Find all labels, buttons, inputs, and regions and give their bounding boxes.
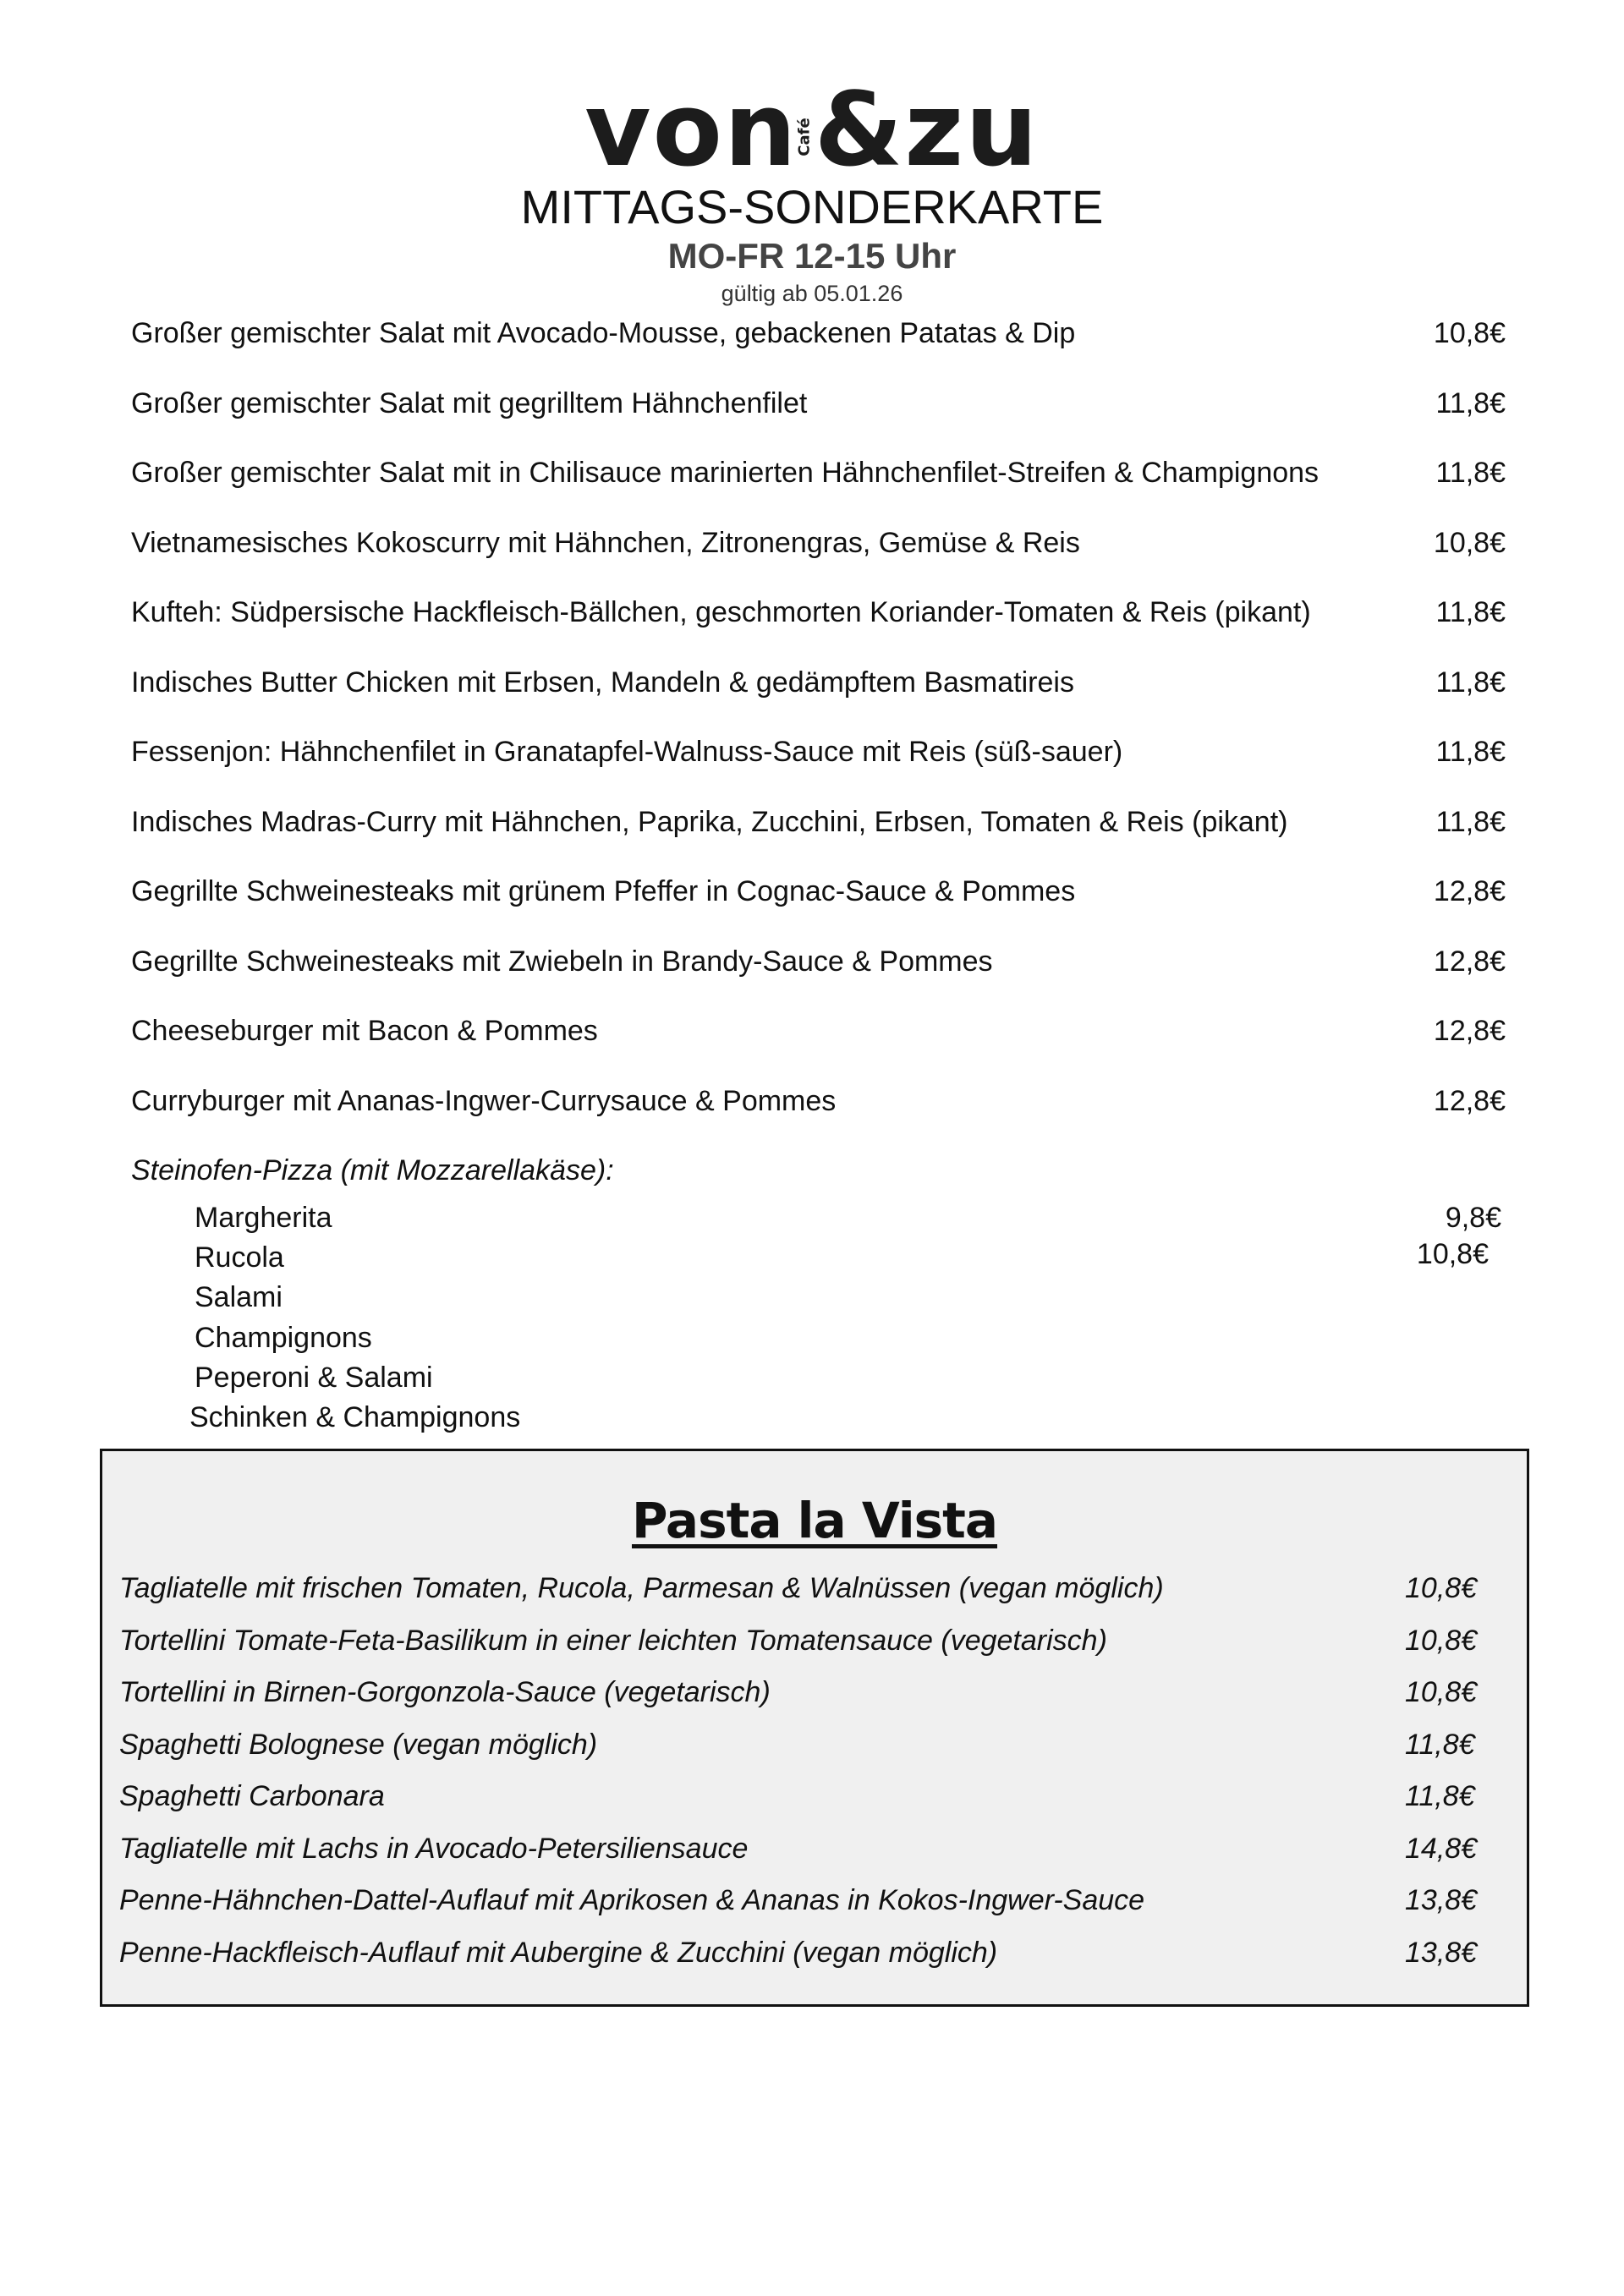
- menu-item-price: 11,8€: [1435, 596, 1506, 628]
- cafe-logo: [0, 72, 1624, 189]
- menu-item-price: 11,8€: [1435, 457, 1506, 489]
- menu-item-price: 11,8€: [1435, 386, 1506, 419]
- menu-item-name: Großer gemischter Salat mit Avocado-Mousse, gebackenen Patatas & Dip: [131, 317, 1076, 349]
- lunch-menu-list: [131, 315, 1506, 1152]
- menu-item: [131, 524, 1506, 595]
- logo-cafe-label: Café: [796, 118, 815, 156]
- menu-item-price: 11,8€: [1435, 666, 1506, 699]
- logo-text-left: von: [584, 72, 798, 189]
- menu-item-price: 12,8€: [1433, 945, 1506, 978]
- pizza-price: 9,8€: [1445, 1202, 1501, 1234]
- menu-item-name: Großer gemischter Salat mit gegrilltem Hähnchenfilet: [131, 386, 808, 419]
- menu-item-price: 12,8€: [1433, 1015, 1506, 1047]
- pasta-item: [119, 1830, 1494, 1882]
- menu-item-price: 10,8€: [1433, 317, 1506, 349]
- pasta-item: [119, 1934, 1494, 1986]
- pasta-item-name: Tortellini Tomate-Feta-Basilikum in einer leichten Tomatensauce (vegetarisch): [119, 1624, 1107, 1657]
- pasta-item: [119, 1778, 1494, 1830]
- pasta-item: [119, 1674, 1494, 1726]
- pasta-item-price: 10,8€: [1405, 1676, 1478, 1708]
- pasta-item-price: 11,8€: [1405, 1728, 1475, 1761]
- menu-item-name: Cheeseburger mit Bacon & Pommes: [131, 1015, 598, 1047]
- menu-item-price: 12,8€: [1433, 875, 1506, 907]
- menu-item-price: 12,8€: [1433, 1084, 1506, 1117]
- pasta-item-price: 13,8€: [1405, 1884, 1478, 1916]
- menu-item-price: 11,8€: [1435, 736, 1506, 768]
- pasta-list: [119, 1570, 1494, 1986]
- opening-hours: MO-FR 12-15 Uhr: [667, 236, 957, 276]
- menu-item-name: Gegrillte Schweinesteaks mit grünem Pfeffer in Cognac-Sauce & Pommes: [131, 875, 1076, 907]
- menu-item-name: Kufteh: Südpersische Hackfleisch-Bällchen, geschmorten Koriander-Tomaten & Reis (pikant): [131, 596, 1311, 628]
- pizza-item: Schinken & Champignons: [189, 1400, 521, 1433]
- menu-item-name: Fessenjon: Hähnchenfilet in Granatapfel-Walnuss-Sauce mit Reis (süß-sauer): [131, 736, 1123, 768]
- menu-item: [131, 385, 1506, 455]
- menu-item: [131, 803, 1506, 874]
- pasta-section: [100, 1449, 1529, 2007]
- pizza-item: Salami: [195, 1281, 283, 1314]
- pizza-list: [189, 1199, 525, 1438]
- pasta-item-name: Tagliatelle mit Lachs in Avocado-Petersiliensauce: [119, 1832, 749, 1865]
- pizza-item: Peperoni & Salami: [195, 1361, 433, 1394]
- menu-item: [131, 733, 1506, 803]
- pasta-item: [119, 1726, 1494, 1778]
- menu-item: [131, 315, 1506, 385]
- pasta-item-price: 10,8€: [1405, 1572, 1478, 1604]
- menu-item-name: Indisches Madras-Curry mit Hähnchen, Paprika, Zucchini, Erbsen, Tomaten & Reis (pikant): [131, 805, 1288, 838]
- pizza-section-title: Steinofen-Pizza (mit Mozzarellakäse):: [131, 1154, 614, 1186]
- valid-from-note: gültig ab 05.01.26: [721, 281, 903, 306]
- pasta-item-price: 11,8€: [1405, 1780, 1475, 1812]
- pasta-item-name: Penne-Hackfleisch-Auflauf mit Aubergine & Zucchini (vegan möglich): [119, 1936, 998, 1969]
- logo-text-right: &zu: [814, 72, 1040, 189]
- menu-item: [131, 454, 1506, 524]
- menu-item-name: Curryburger mit Ananas-Ingwer-Currysauce & Pommes: [131, 1084, 837, 1117]
- pasta-item: [119, 1882, 1494, 1934]
- menu-item: [131, 594, 1506, 664]
- menu-item-name: Indisches Butter Chicken mit Erbsen, Mandeln & gedämpftem Basmatireis: [131, 666, 1074, 699]
- pasta-item-price: 13,8€: [1405, 1936, 1478, 1969]
- pasta-item-name: Spaghetti Bolognese (vegan möglich): [119, 1728, 598, 1761]
- pasta-item-name: Tagliatelle mit frischen Tomaten, Rucola, Parmesan & Walnüssen (vegan möglich): [119, 1572, 1164, 1604]
- menu-item-name: Vietnamesisches Kokoscurry mit Hähnchen, Zitronengras, Gemüse & Reis: [131, 526, 1080, 559]
- pasta-section-title: Pasta la Vista: [631, 1492, 998, 1549]
- menu-item: [131, 1012, 1506, 1082]
- pasta-item-price: 14,8€: [1405, 1832, 1478, 1865]
- pizza-price: 10,8€: [1416, 1238, 1489, 1270]
- menu-item: [131, 664, 1506, 734]
- menu-item: [131, 943, 1506, 1013]
- pasta-item: [119, 1570, 1494, 1622]
- menu-item: [131, 1082, 1506, 1153]
- menu-item-price: 10,8€: [1433, 526, 1506, 559]
- pizza-item: Champignons: [195, 1321, 372, 1354]
- menu-item-name: Gegrillte Schweinesteaks mit Zwiebeln in Brandy-Sauce & Pommes: [131, 945, 993, 978]
- pasta-item-name: Tortellini in Birnen-Gorgonzola-Sauce (vegetarisch): [119, 1676, 771, 1708]
- pizza-item: Rucola: [195, 1241, 284, 1274]
- pizza-item: Margherita: [195, 1202, 332, 1234]
- menu-item-price: 11,8€: [1435, 805, 1506, 838]
- pasta-item-price: 10,8€: [1405, 1624, 1478, 1657]
- menu-item: [131, 873, 1506, 943]
- page-title: MITTAGS-SONDERKARTE: [520, 180, 1104, 233]
- pasta-item-name: Spaghetti Carbonara: [119, 1780, 385, 1812]
- pasta-item: [119, 1622, 1494, 1674]
- pasta-item-name: Penne-Hähnchen-Dattel-Auflauf mit Aprikosen & Ananas in Kokos-Ingwer-Sauce: [119, 1884, 1145, 1916]
- menu-item-name: Großer gemischter Salat mit in Chilisauce marinierten Hähnchenfilet-Streifen & Champignons: [131, 457, 1320, 489]
